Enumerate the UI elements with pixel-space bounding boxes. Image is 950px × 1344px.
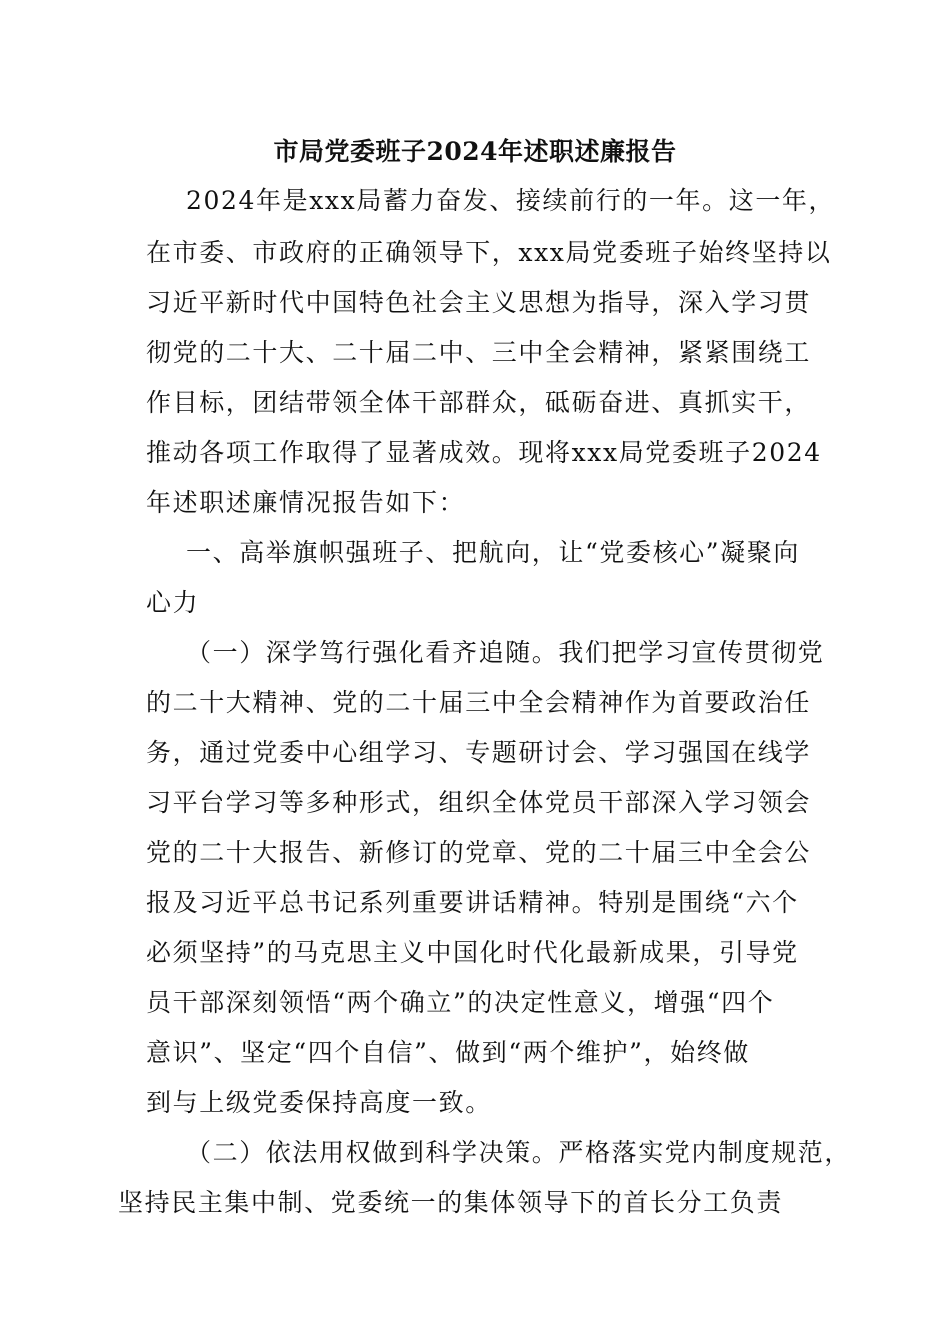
paragraph-line: 员干部深刻领悟“两个确立”的决定性意义，增强“四个 <box>146 988 775 1017</box>
paragraph-line: 习近平新时代中国特色社会主义思想为指导，深入学习贯 <box>146 288 812 317</box>
paragraph-line: 党的二十大报告、新修订的党章、党的二十届三中全会公 <box>146 838 812 867</box>
section-heading-line: 心力 <box>146 588 200 617</box>
paragraph-line: 习平台学习等多种形式，组织全体党员干部深入学习领会 <box>146 788 812 817</box>
paragraph-line: 报及习近平总书记系列重要讲话精神。特别是围绕“六个 <box>146 888 799 917</box>
paragraph-line: 意识”、坚定“四个自信”、做到“两个维护”，始终做 <box>146 1038 750 1067</box>
paragraph-line: 到与上级党委保持高度一致。 <box>146 1088 492 1117</box>
paragraph-line: （二）依法用权做到科学决策。严格落实党内制度规范， <box>186 1138 852 1167</box>
paragraph-line: 务，通过党委中心组学习、专题研讨会、学习强国在线学 <box>146 738 812 767</box>
paragraph-line: 2024年是xxx局蓄力奋发、接续前行的一年。这一年， <box>186 186 836 215</box>
paragraph-line: 的二十大精神、党的二十届三中全会精神作为首要政治任 <box>146 688 812 717</box>
paragraph-line: 作目标，团结带领全体干部群众，砥砺奋进、真抓实干， <box>146 388 812 417</box>
paragraph-line: 必须坚持”的马克思主义中国化时代化最新成果，引导党 <box>146 938 799 967</box>
paragraph-line: 坚持民主集中制、党委统一的集体领导下的首长分工负责 <box>118 1188 784 1217</box>
paragraph-line: 在市委、市政府的正确领导下，xxx局党委班子始终坚持以 <box>146 238 832 267</box>
paragraph-line: 彻党的二十大、二十届二中、三中全会精神，紧紧围绕工 <box>146 338 812 367</box>
paragraph-line: 年述职述廉情况报告如下： <box>146 488 466 517</box>
paragraph-line: 推动各项工作取得了显著成效。现将xxx局党委班子2024 <box>146 438 822 467</box>
document-title: 市局党委班子2024年述职述廉报告 <box>273 137 677 166</box>
paragraph-line: （一）深学笃行强化看齐追随。我们把学习宣传贯彻党 <box>186 638 825 667</box>
section-heading-line: 一、高举旗帜强班子、把航向，让“党委核心”凝聚向 <box>186 538 800 567</box>
